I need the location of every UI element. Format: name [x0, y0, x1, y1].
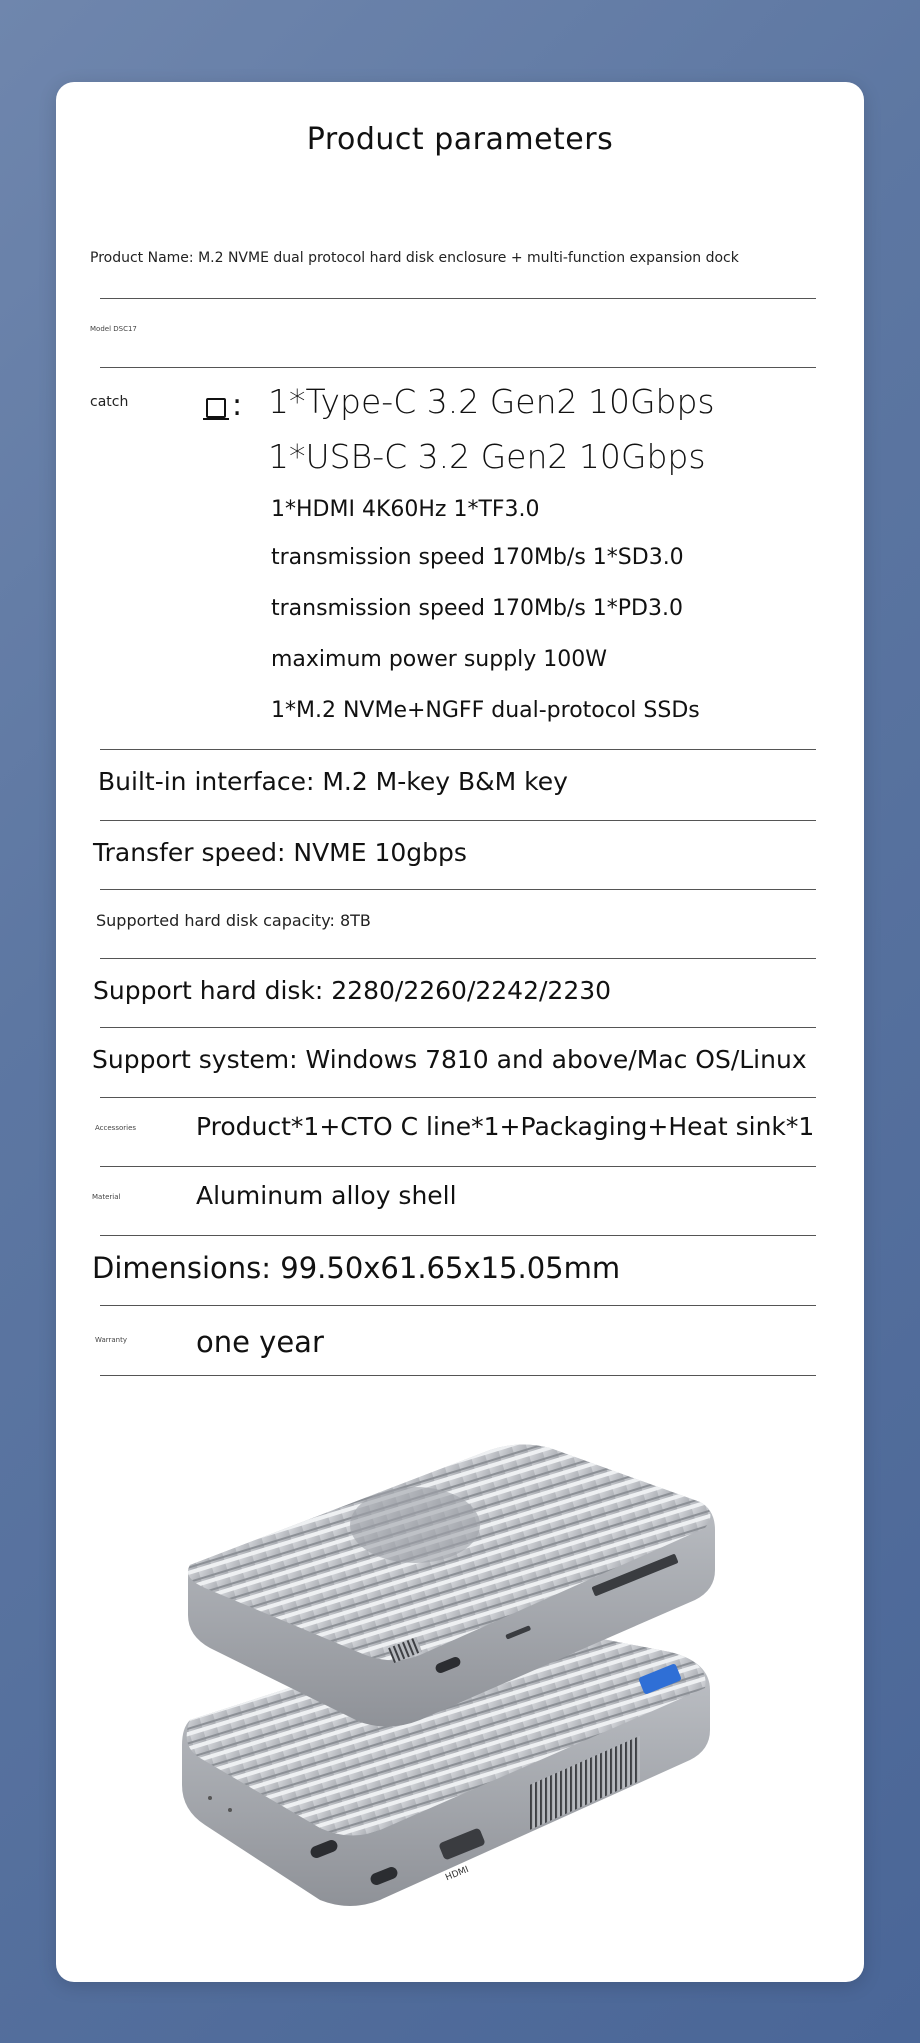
divider — [100, 889, 816, 890]
hard-disk-capacity: Supported hard disk capacity: 8TB — [96, 911, 371, 930]
transfer-speed: Transfer speed: NVME 10gbps — [93, 838, 467, 867]
package-label: Accessories — [95, 1124, 137, 1132]
page-title: Product parameters — [306, 122, 614, 157]
product-image — [170, 1430, 740, 1950]
divider — [100, 1027, 816, 1028]
divider — [100, 1097, 816, 1098]
support-hard-disk: Support hard disk: 2280/2260/2242/2230 — [93, 976, 612, 1005]
divider — [100, 1305, 816, 1306]
divider — [100, 298, 816, 299]
support-system: Support system: Windows 7810 and above/Mac OS/Linux — [92, 1045, 807, 1074]
port-line-3: 1*HDMI 4K60Hz 1*TF3.0 — [271, 497, 540, 522]
divider — [100, 1375, 816, 1376]
product-name: Product Name: M.2 NVME dual protocol hard disk enclosure + multi-function expansion dock — [90, 250, 739, 266]
port-line-2: 1*USB-C 3.2 Gen2 10Gbps — [268, 437, 706, 476]
port-line-5: transmission speed 170Mb/s 1*PD3.0 — [271, 596, 683, 621]
divider — [100, 1166, 816, 1167]
catch-label: catch — [90, 394, 129, 410]
divider — [100, 820, 816, 821]
divider — [100, 958, 816, 959]
material-value: Aluminum alloy shell — [196, 1181, 457, 1210]
package-contents: Product*1+CTO C line*1+Packaging+Heat sink*1 — [196, 1112, 815, 1141]
divider — [100, 367, 816, 368]
port-line-6: maximum power supply 100W — [271, 647, 608, 672]
hdmi-port-label: HDMI — [444, 1864, 471, 1884]
port-line-7: 1*M.2 NVMe+NGFF dual-protocol SSDs — [271, 698, 700, 723]
divider — [100, 1235, 816, 1236]
divider — [100, 749, 816, 750]
built-in-interface: Built-in interface: M.2 M-key B&M key — [98, 767, 568, 796]
warranty-value: one year — [196, 1325, 324, 1359]
port-icon — [206, 398, 226, 418]
dock-illustration — [170, 1430, 740, 1950]
port-line-1: 1*Type-C 3.2 Gen2 10Gbps — [268, 382, 715, 421]
dimensions: Dimensions: 99.50x61.65x15.05mm — [92, 1251, 621, 1285]
port-line-4: transmission speed 170Mb/s 1*SD3.0 — [271, 545, 684, 570]
model-label: Model DSC17 — [90, 325, 137, 333]
material-label: Material — [92, 1193, 121, 1201]
warranty-label: Warranty — [95, 1336, 128, 1344]
colon-mark: : — [232, 388, 243, 423]
